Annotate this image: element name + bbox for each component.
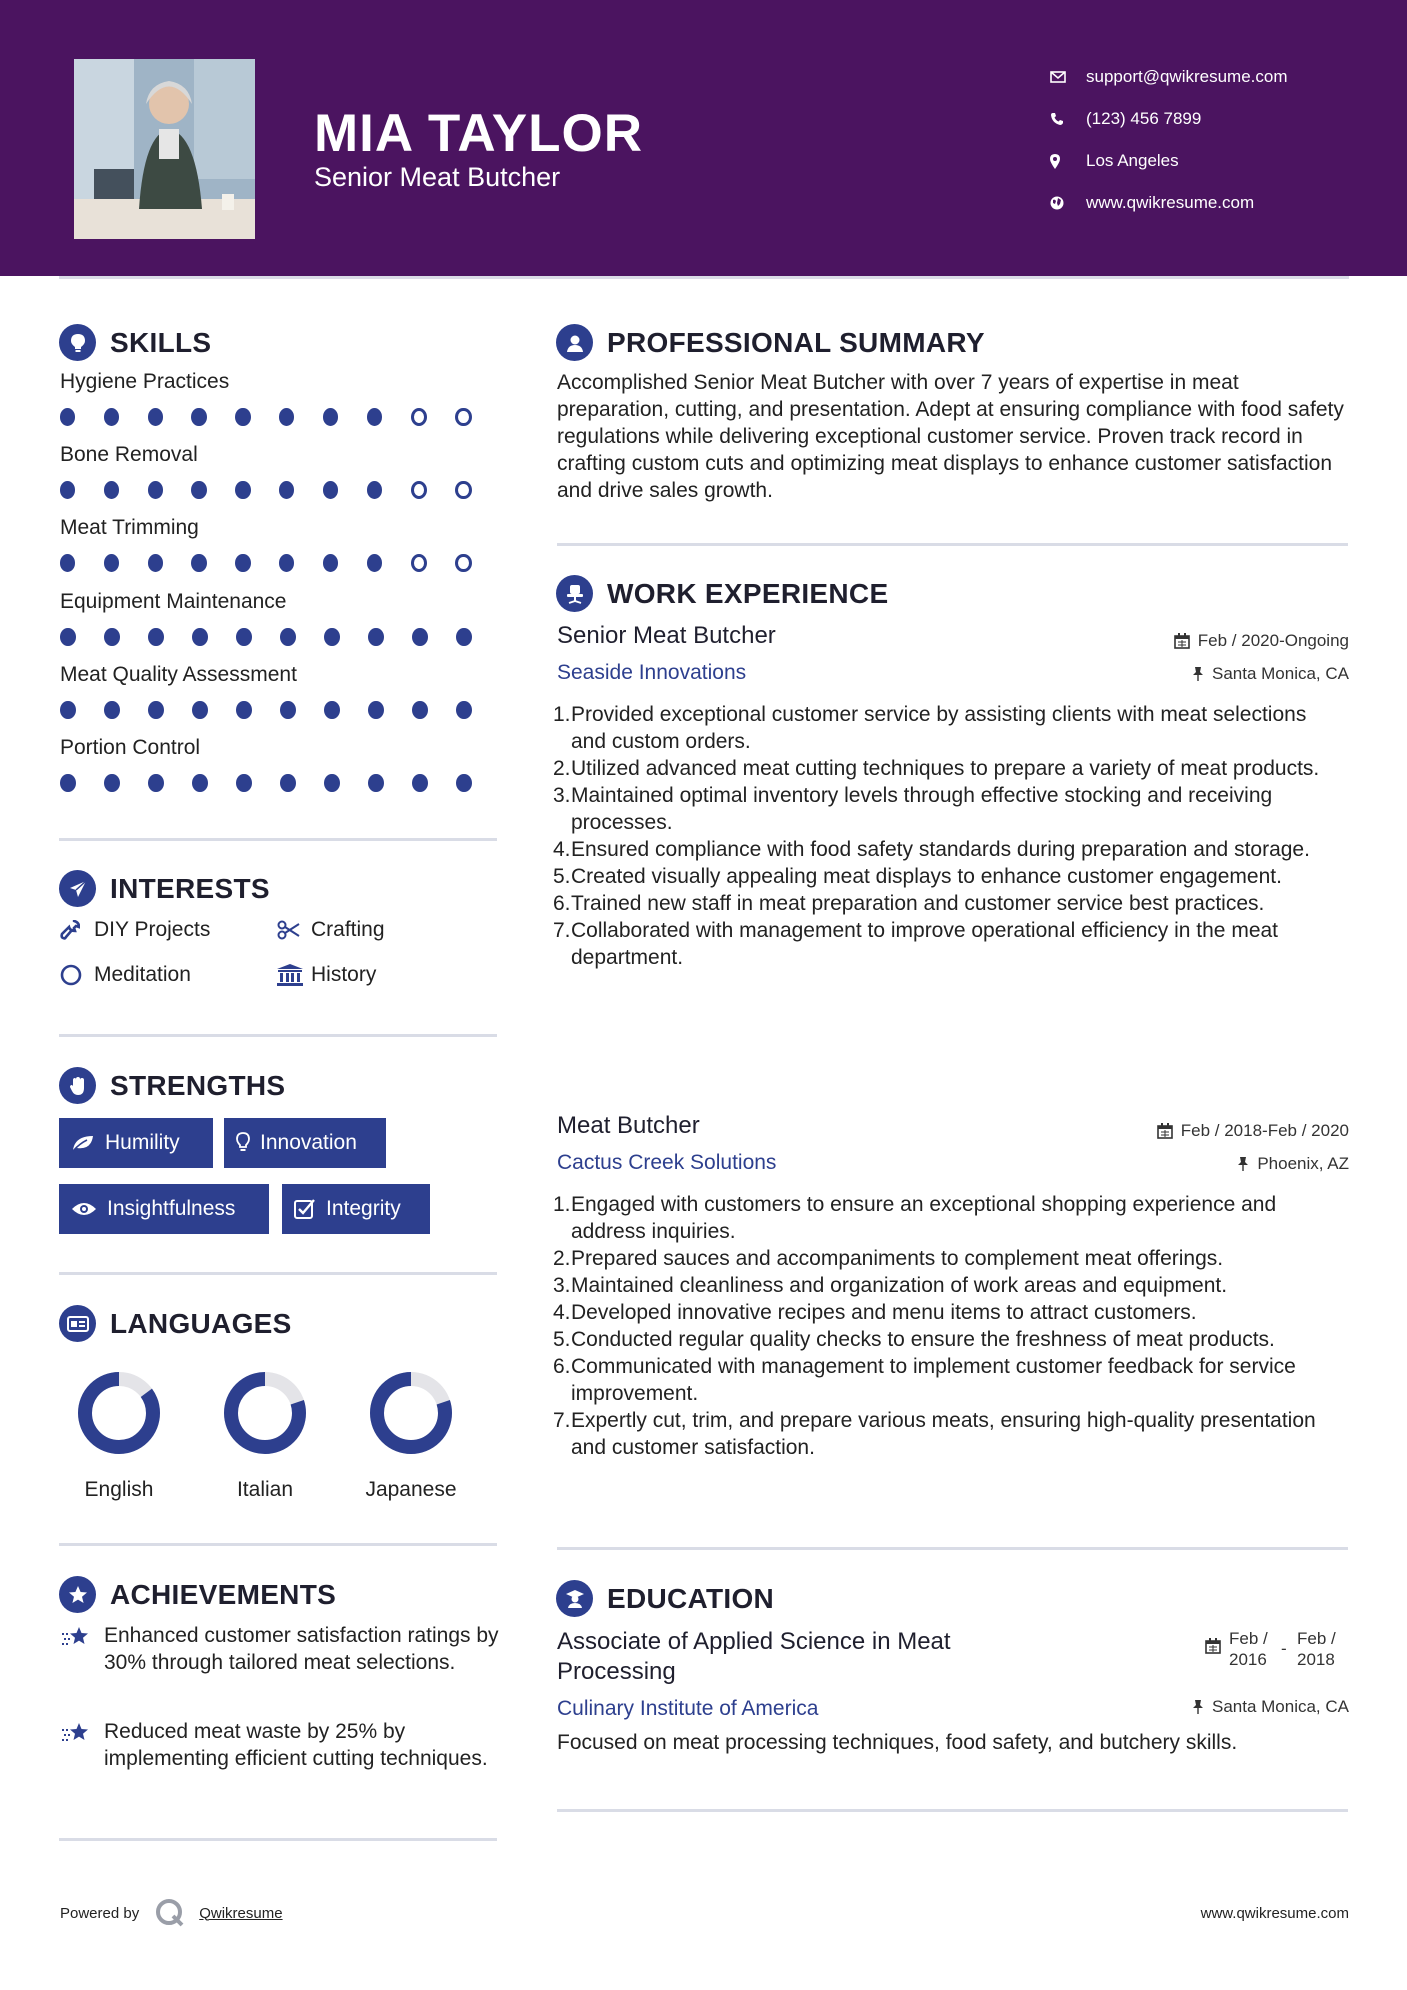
language-item xyxy=(190,1368,340,1502)
eye-icon xyxy=(71,1201,97,1217)
rating-dot-filled xyxy=(191,554,206,572)
list-item: 2. Utilized advanced meat cutting techniques to prepare a variety of meat products. xyxy=(553,757,1320,780)
rating-dot-empty xyxy=(455,408,471,426)
skill-item xyxy=(60,516,500,572)
rating-dot-filled xyxy=(412,628,428,646)
job-location: Phoenix, AZ xyxy=(1237,1154,1349,1174)
rating-dot-empty xyxy=(455,481,471,499)
calendar-icon xyxy=(1174,633,1190,649)
education-dates: Feb / 2016 - Feb / 2018 xyxy=(1205,1628,1349,1670)
leaf-icon xyxy=(71,1134,95,1152)
degree-title: Associate of Applied Science in Meat Processing xyxy=(557,1628,951,1685)
rating-dot-empty xyxy=(411,408,427,426)
office-chair-icon xyxy=(556,575,593,612)
rating-dot-filled xyxy=(236,628,252,646)
rating-dot-filled xyxy=(60,701,76,719)
rating-dot-filled xyxy=(324,701,340,719)
section-divider xyxy=(59,1543,497,1546)
rating-dot-filled xyxy=(148,628,164,646)
powered-by: Powered by Qwikresume xyxy=(60,1898,283,1928)
list-item: 6. Communicated with management to implement customer feedback for service improvement. xyxy=(553,1355,1296,1405)
rating-dot-filled xyxy=(324,628,340,646)
rating-dot-filled xyxy=(323,408,338,426)
skill-rating xyxy=(60,628,500,646)
section-divider xyxy=(557,543,1348,546)
museum-icon xyxy=(277,964,311,986)
header-divider xyxy=(59,276,1349,279)
rating-dot-filled xyxy=(280,628,296,646)
candidate-role: Senior Meat Butcher xyxy=(314,162,561,192)
list-item: 7. Collaborated with management to improve operational efficiency in the meat department. xyxy=(553,919,1279,969)
contact-phone[interactable]: (123) 456 7899 xyxy=(1050,98,1288,140)
rating-dot-filled xyxy=(192,701,208,719)
skill-name: Portion Control xyxy=(60,736,201,759)
interests-heading: INTERESTS xyxy=(59,870,270,907)
language-card-icon xyxy=(59,1305,96,1342)
circle-icon xyxy=(60,964,94,986)
job-responsibilities xyxy=(553,701,1347,971)
phone-icon xyxy=(1050,112,1086,126)
profile-photo xyxy=(74,59,255,239)
section-divider xyxy=(557,1809,1348,1812)
rating-dot-filled xyxy=(279,408,294,426)
experience-heading: WORK EXPERIENCE xyxy=(556,575,888,612)
education-location: Santa Monica, CA xyxy=(1192,1697,1349,1717)
rating-dot-filled xyxy=(104,774,120,792)
company-name[interactable]: Cactus Creek Solutions xyxy=(557,1151,777,1174)
skills-heading: SKILLS xyxy=(59,324,211,361)
skill-item xyxy=(60,736,500,792)
calendar-icon xyxy=(1157,1123,1173,1139)
rating-dot-filled xyxy=(60,628,76,646)
shooting-star-icon xyxy=(60,1622,104,1676)
rating-dot-filled xyxy=(235,481,250,499)
rating-dot-filled xyxy=(456,628,472,646)
section-divider xyxy=(59,838,497,841)
rating-dot-filled xyxy=(280,774,296,792)
hand-icon xyxy=(59,1067,96,1104)
list-item: 6. Trained new staff in meat preparation and customer service best practices. xyxy=(553,892,1265,915)
rating-dot-filled xyxy=(279,481,294,499)
rating-dot-filled xyxy=(235,408,250,426)
strength-tag: Innovation xyxy=(224,1118,386,1168)
rating-dot-filled xyxy=(368,701,384,719)
rating-dot-filled xyxy=(191,481,206,499)
star-badge-icon xyxy=(59,1576,96,1613)
job-location: Santa Monica, CA xyxy=(1192,664,1349,684)
skill-name: Equipment Maintenance xyxy=(60,590,287,613)
list-item: 4. Developed innovative recipes and menu items to attract customers. xyxy=(553,1301,1197,1324)
skill-name: Bone Removal xyxy=(60,443,198,466)
strength-tag: Humility xyxy=(59,1118,213,1168)
calendar-icon xyxy=(1205,1628,1221,1654)
company-name[interactable]: Seaside Innovations xyxy=(557,661,747,684)
rating-dot-filled xyxy=(412,701,428,719)
summary-heading: PROFESSIONAL SUMMARY xyxy=(556,324,985,361)
rating-dot-filled xyxy=(148,408,163,426)
interest-item: Crafting xyxy=(277,918,385,942)
skill-rating xyxy=(60,554,500,572)
qwikresume-logo-icon xyxy=(155,1898,185,1928)
candidate-name: MIA TAYLOR xyxy=(314,104,643,163)
skill-item xyxy=(60,443,500,499)
list-item: 3. Maintained cleanliness and organization of work areas and equipment. xyxy=(553,1274,1228,1297)
rating-dot-filled xyxy=(367,554,382,572)
contact-location: Los Angeles xyxy=(1050,140,1288,182)
list-item: 5. Created visually appealing meat displays to enhance customer engagement. xyxy=(553,865,1282,888)
scissors-icon xyxy=(277,920,311,940)
interest-item: History xyxy=(277,963,376,987)
language-name: Italian xyxy=(236,1478,294,1501)
rating-dot-filled xyxy=(367,408,382,426)
section-divider xyxy=(59,1838,497,1841)
rating-dot-filled xyxy=(148,554,163,572)
rating-dot-filled xyxy=(191,408,206,426)
job-responsibilities xyxy=(553,1191,1347,1461)
education-heading: EDUCATION xyxy=(556,1580,774,1617)
pushpin-icon xyxy=(1237,1156,1249,1172)
rating-dot-filled xyxy=(368,774,384,792)
rating-dot-filled xyxy=(104,408,119,426)
rating-dot-filled xyxy=(104,554,119,572)
graduate-icon xyxy=(556,1580,593,1617)
rating-dot-filled xyxy=(412,774,428,792)
resume-header xyxy=(0,0,1407,276)
language-item xyxy=(336,1368,486,1502)
skill-item xyxy=(60,590,500,646)
rating-dot-filled xyxy=(236,774,252,792)
rating-dot-empty xyxy=(455,554,471,572)
achievement-item: Reduced meat waste by 25% by implementing efficient cutting techniques. xyxy=(60,1718,500,1772)
user-icon xyxy=(556,324,593,361)
languages-heading: LANGUAGES xyxy=(59,1305,292,1342)
strengths-heading: STRENGTHS xyxy=(59,1067,285,1104)
rating-dot-filled xyxy=(60,481,75,499)
check-square-icon xyxy=(294,1198,316,1220)
rating-dot-filled xyxy=(235,554,250,572)
job-title: Meat Butcher xyxy=(557,1112,700,1139)
rating-dot-filled xyxy=(323,554,338,572)
envelope-icon xyxy=(1050,71,1086,83)
paper-plane-icon xyxy=(59,870,96,907)
skill-name: Hygiene Practices xyxy=(60,370,230,393)
skill-name: Meat Quality Assessment xyxy=(60,663,297,686)
skill-rating xyxy=(60,774,500,792)
rating-dot-filled xyxy=(104,701,120,719)
rating-dot-filled xyxy=(192,628,208,646)
section-divider xyxy=(59,1034,497,1037)
rating-dot-filled xyxy=(104,481,119,499)
language-name: English xyxy=(84,1478,154,1501)
pushpin-icon xyxy=(1192,666,1204,682)
language-donut xyxy=(366,1368,456,1458)
section-divider xyxy=(557,1547,1348,1550)
rating-dot-empty xyxy=(411,481,427,499)
rating-dot-filled xyxy=(456,701,472,719)
skill-name: Meat Trimming xyxy=(60,516,199,539)
rating-dot-filled xyxy=(368,628,384,646)
list-item: 1. Engaged with customers to ensure an exceptional shopping experience and address inquiries. xyxy=(553,1193,1277,1243)
language-name: Japanese xyxy=(365,1478,457,1501)
rating-dot-filled xyxy=(148,774,164,792)
skill-rating xyxy=(60,701,500,719)
job-dates: Feb / 2020-Ongoing xyxy=(1174,631,1349,651)
skill-rating xyxy=(60,408,500,426)
contact-website[interactable]: www.qwikresume.com xyxy=(1050,182,1288,224)
rating-dot-filled xyxy=(60,408,75,426)
list-item: 4. Ensured compliance with food safety standards during preparation and storage. xyxy=(553,838,1310,861)
achievements-heading: ACHIEVEMENTS xyxy=(59,1576,336,1613)
language-item xyxy=(44,1368,194,1502)
list-item: 7. Expertly cut, trim, and prepare various meats, ensuring high-quality presentation and customer satisfaction. xyxy=(553,1409,1316,1459)
pushpin-icon xyxy=(1192,1699,1204,1715)
rating-dot-filled xyxy=(279,554,294,572)
rating-dot-filled xyxy=(367,481,382,499)
job-title: Senior Meat Butcher xyxy=(557,622,776,649)
contact-list xyxy=(1050,56,1288,224)
summary-text: Accomplished Senior Meat Butcher with over 7 years of expertise in meat preparation, cutting, and presentation. Adept at ensuring compliance with food safety regulations while delivering exceptional customer service. Proven track record in crafting custom cuts and optimizing meat displays to enhance customer satisfaction and drive sales growth. xyxy=(557,371,1344,502)
rating-dot-filled xyxy=(60,554,75,572)
rating-dot-filled xyxy=(324,774,340,792)
skill-item xyxy=(60,370,500,426)
footer-website[interactable]: www.qwikresume.com xyxy=(1200,1905,1349,1922)
rating-dot-filled xyxy=(192,774,208,792)
job-dates: Feb / 2018-Feb / 2020 xyxy=(1157,1121,1349,1141)
strength-tag: Integrity xyxy=(282,1184,430,1234)
strength-tag: Insightfulness xyxy=(59,1184,269,1234)
qwikresume-link[interactable]: Qwikresume xyxy=(199,1904,283,1922)
education-description: Focused on meat processing techniques, food safety, and butchery skills. xyxy=(557,1731,1238,1754)
globe-icon xyxy=(1050,196,1086,210)
language-donut xyxy=(74,1368,164,1458)
section-divider xyxy=(59,1272,497,1275)
skill-item xyxy=(60,663,500,719)
wrench-icon xyxy=(60,920,94,940)
list-item: 3. Maintained optimal inventory levels through effective stocking and receiving processes. xyxy=(553,784,1273,834)
list-item: 2. Prepared sauces and accompaniments to complement meat offerings. xyxy=(553,1247,1224,1270)
rating-dot-filled xyxy=(236,701,252,719)
rating-dot-empty xyxy=(411,554,427,572)
rating-dot-filled xyxy=(148,481,163,499)
rating-dot-filled xyxy=(60,774,76,792)
skill-rating xyxy=(60,481,500,499)
interest-item: Meditation xyxy=(60,963,191,987)
rating-dot-filled xyxy=(148,701,164,719)
lightbulb-icon xyxy=(236,1132,250,1154)
location-pin-icon xyxy=(1050,154,1086,169)
achievement-item: Enhanced customer satisfaction ratings by 30% through tailored meat selections. xyxy=(60,1622,500,1676)
lightbulb-icon xyxy=(59,324,96,361)
shooting-star-icon xyxy=(60,1718,104,1772)
school-name[interactable]: Culinary Institute of America xyxy=(557,1697,819,1720)
language-donut xyxy=(220,1368,310,1458)
interest-item: DIY Projects xyxy=(60,918,210,942)
rating-dot-filled xyxy=(104,628,120,646)
list-item: 1. Provided exceptional customer service by assisting clients with meat selections and custom orders. xyxy=(553,703,1307,753)
rating-dot-filled xyxy=(456,774,472,792)
rating-dot-filled xyxy=(323,481,338,499)
rating-dot-filled xyxy=(280,701,296,719)
contact-email[interactable]: support@qwikresume.com xyxy=(1050,56,1288,98)
list-item: 5. Conducted regular quality checks to ensure the freshness of meat products. xyxy=(553,1328,1275,1351)
